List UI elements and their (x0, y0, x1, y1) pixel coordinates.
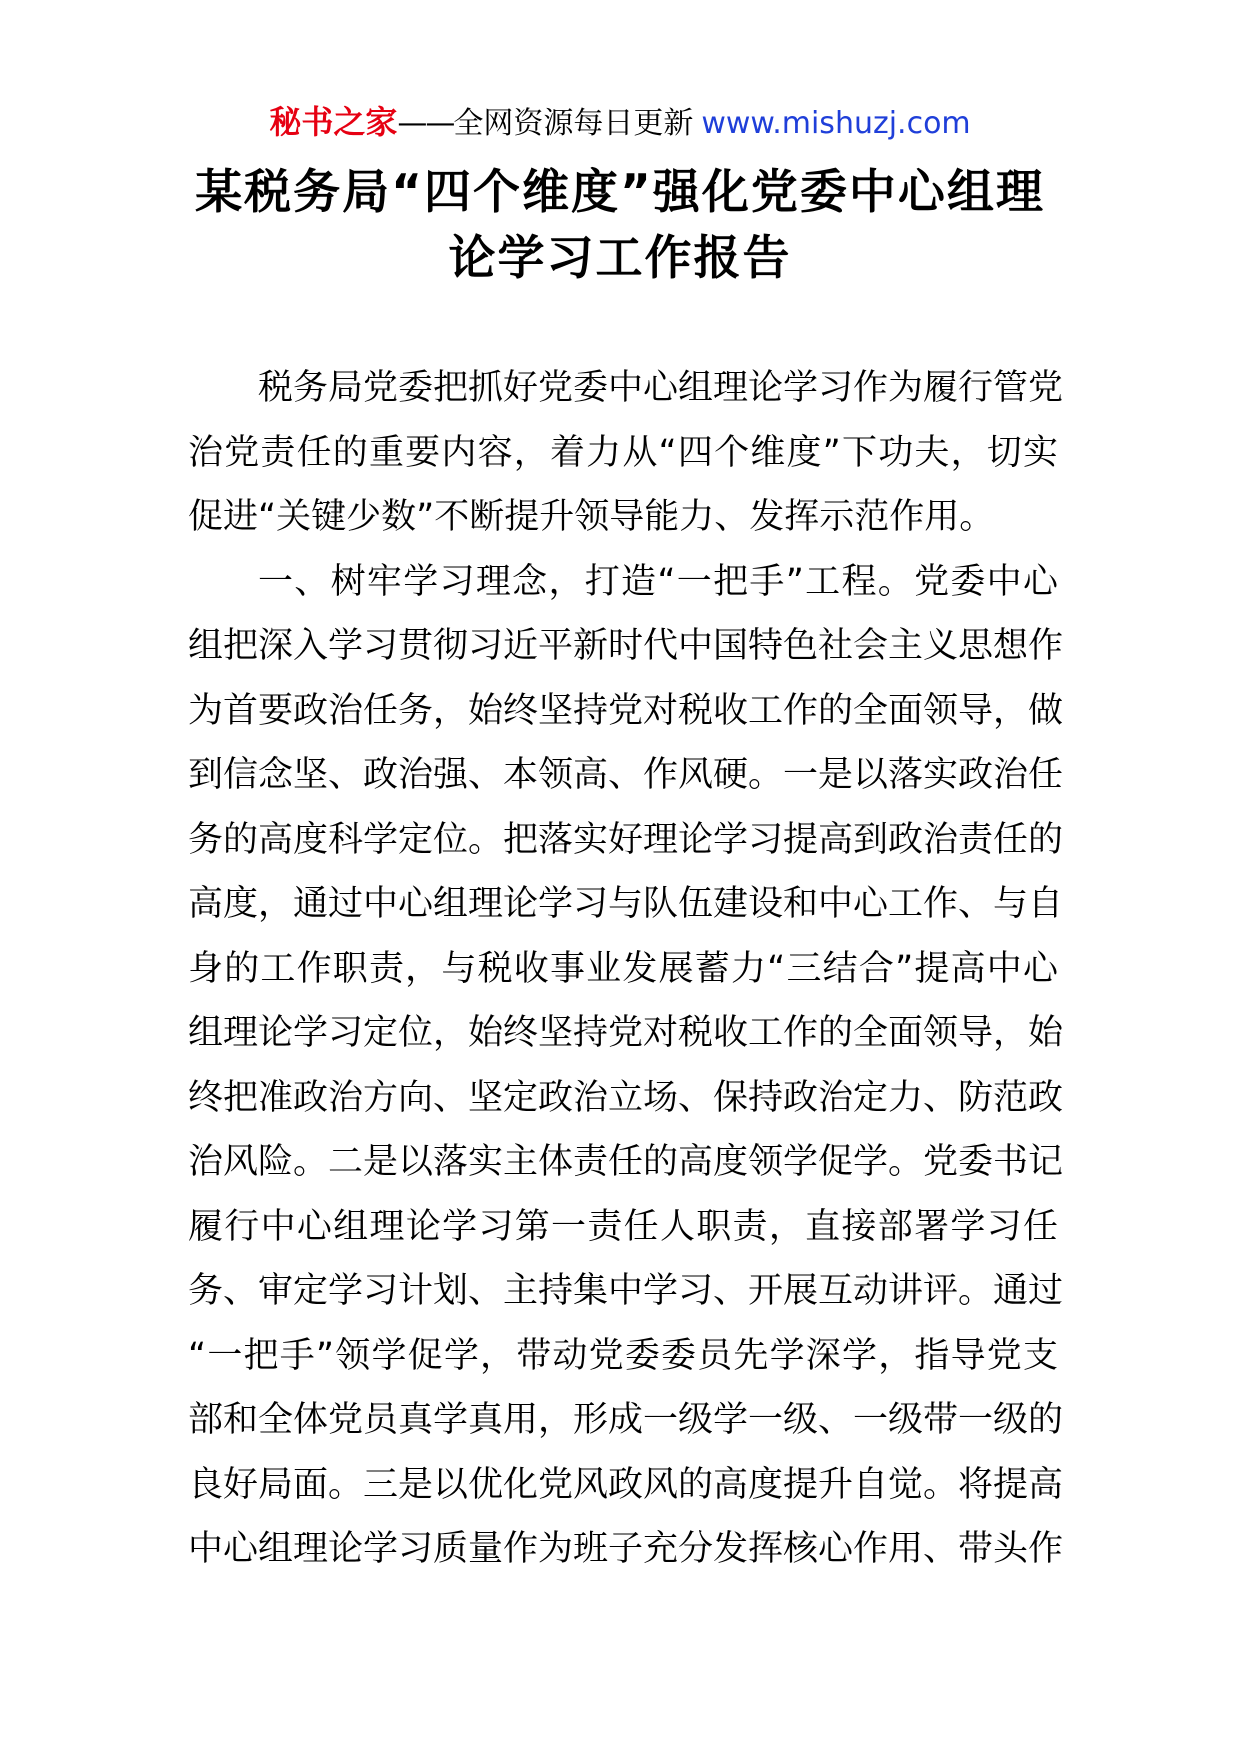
paragraph-2-line-13: “一把手”领学促学，带动党委委员先学深学，指导党支 (188, 1335, 1058, 1376)
site-header (0, 102, 1240, 144)
paragraph-2-line-6: 高度，通过中心组理论学习与队伍建设和中心工作、与自 (188, 884, 1064, 924)
document-body (188, 356, 1064, 1582)
brand-name: 秘书之家 (269, 103, 398, 141)
paragraph-2-line-5: 务的高度科学定位。把落实好理论学习提高到政治责任的 (188, 819, 1064, 860)
paragraph-2-line-9: 终把准政治方向、坚定政治立场、保持政治定力、防范政 (188, 1077, 1064, 1118)
paragraph-2-line-3: 为首要政治任务，始终坚持党对税收工作的全面领导，做 (188, 690, 1064, 731)
paragraph-2-line-12: 务、审定学习计划、主持集中学习、开展互动讲评。通过 (188, 1271, 1064, 1311)
paragraph-1-line-1: 税务局党委把抓好党委中心组理论学习作为履行管党 (258, 368, 1064, 408)
paragraph-1-line-2: 治党责任的重要内容，着力从“四个维度”下功夫，切实 (188, 432, 1058, 473)
paragraph-2-line-2: 组把深入学习贯彻习近平新时代中国特色社会主义思想作 (188, 626, 1064, 666)
header-dash: —— (397, 106, 454, 141)
paragraph-1-line-3: 促进“关键少数”不断提升领导能力、发挥示范作用。 (188, 497, 995, 537)
paragraph-2-line-14: 部和全体党员真学真用，形成一级学一级、一级带一级的 (188, 1400, 1064, 1440)
paragraph-2-line-8: 组理论学习定位，始终坚持党对税收工作的全面领导，始 (188, 1013, 1064, 1053)
paragraph-2-line-1: 一、树牢学习理念，打造“一把手”工程。党委中心 (258, 561, 1058, 602)
paragraph-2-line-10: 治风险。二是以落实主体责任的高度领学促学。党委书记 (188, 1142, 1064, 1182)
site-url[interactable]: www.mishuzj.com (701, 106, 971, 141)
paragraph-2-line-4: 到信念坚、政治强、本领高、作风硬。一是以落实政治任 (188, 755, 1064, 795)
paragraph-2-line-11: 履行中心组理论学习第一责任人职责，直接部署学习任 (188, 1206, 1058, 1247)
paragraph-2-line-7: 身的工作职责，与税收事业发展蓄力“三结合”提高中心 (188, 948, 1058, 989)
document-title (150, 160, 1090, 292)
title-line-1: 某税务局“四个维度”强化党委中心组理 (195, 165, 1045, 220)
header-tagline: 全网资源每日更新 (453, 106, 694, 141)
paragraph-2-line-16: 中心组理论学习质量作为班子充分发挥核心作用、带头作 (188, 1529, 1064, 1569)
paragraph-2-line-15: 良好局面。三是以优化党风政风的高度提升自觉。将提高 (188, 1464, 1064, 1505)
title-line-2: 论学习工作报告 (448, 231, 792, 286)
